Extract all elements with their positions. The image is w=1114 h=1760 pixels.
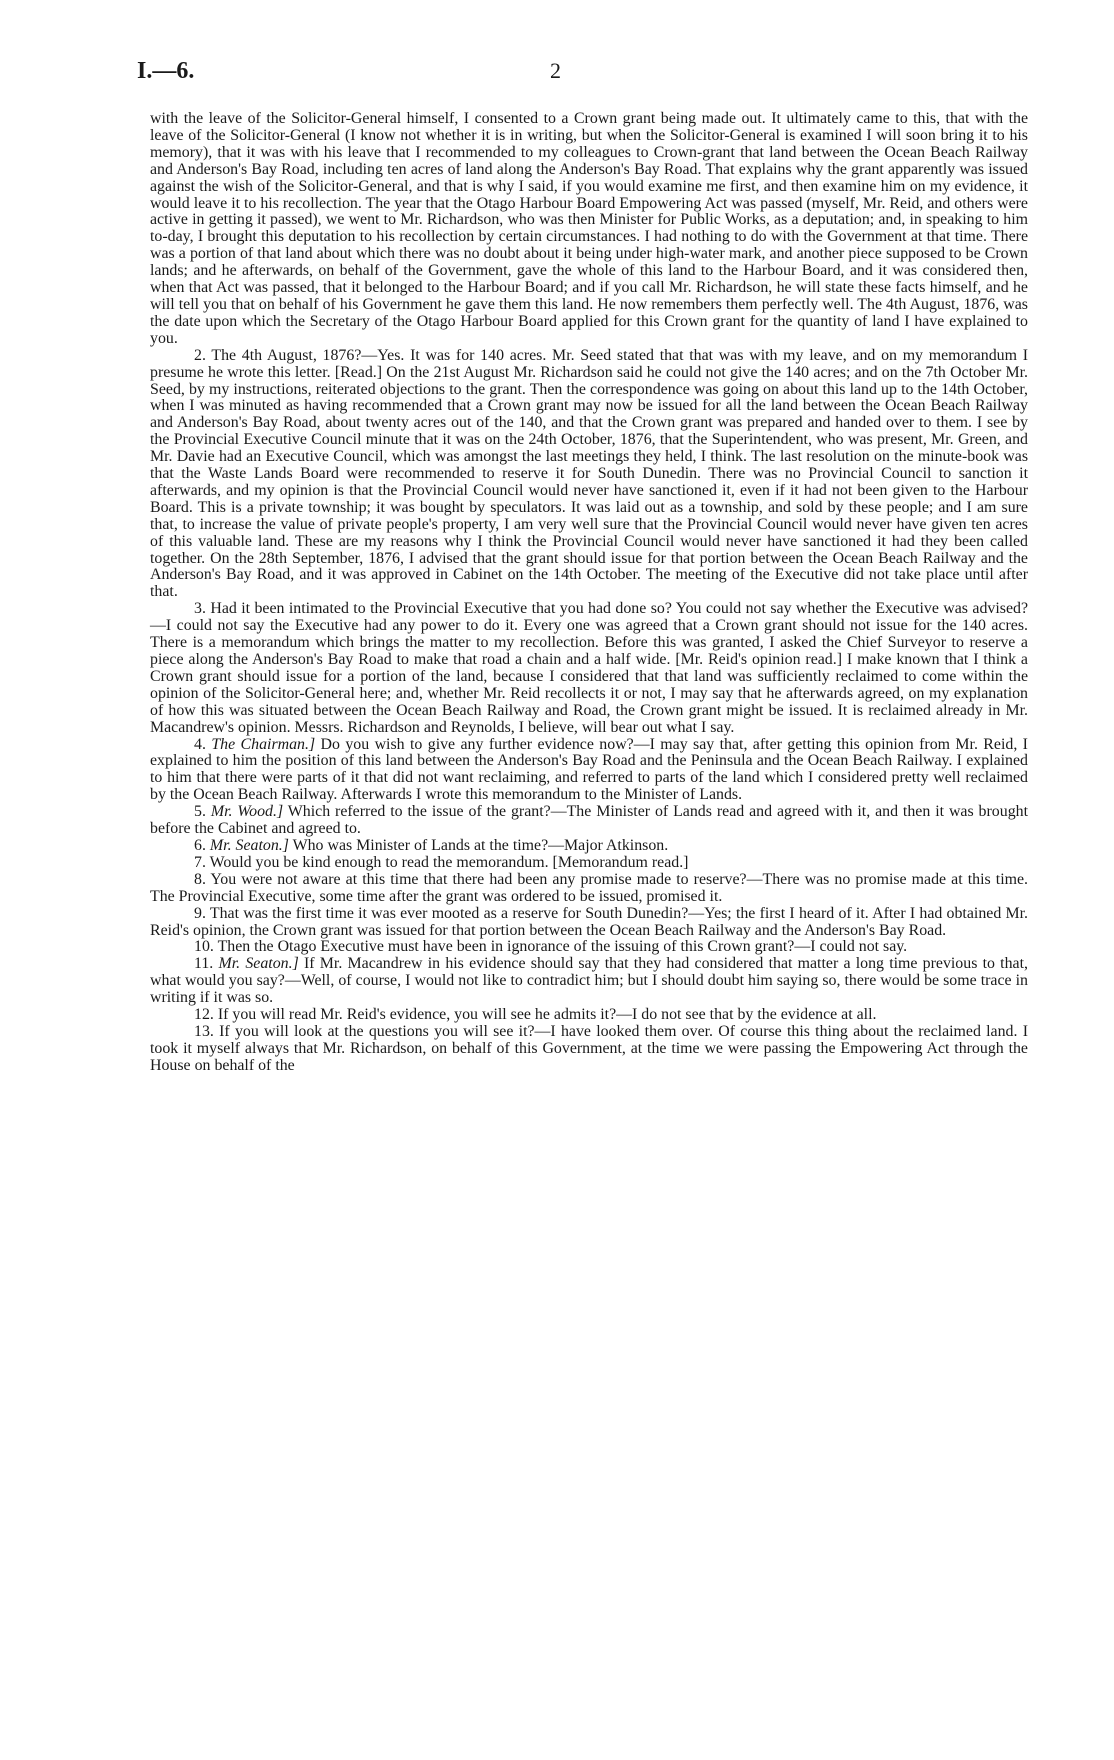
paragraph-continuation (150, 111, 1028, 348)
question-7 (150, 855, 1028, 872)
question-text: Would you be kind enough to read the memorandum. [Memorandum read.] (209, 853, 689, 871)
question-text: Do you wish to give any further evidence now?—I may say that, after getting this opinion from Mr. Reid, I explained to him the position of this land between the Anderson's Bay Road and the Peninsula and the Ocean Beach Railway. I explained to him that there were parts of it that did not want reclaiming, and referred to parts of the land which I considered pretty well reclaimed by the Ocean Beach Railway. Afterwards I wrote this memorandum to the Minister of Lands. (150, 735, 1028, 804)
question-8 (150, 872, 1028, 906)
speaker-name: Mr. Wood.] (210, 803, 284, 821)
question-number: 6. (194, 836, 206, 854)
question-2 (150, 348, 1028, 602)
question-number: 11. (194, 955, 214, 973)
question-number: 8. (194, 870, 206, 888)
question-number: 13. (194, 1022, 214, 1040)
question-number: 3. (194, 600, 206, 618)
question-text: If you will read Mr. Reid's evidence, you will see he admits it?—I do not see that by the evidence at all. (217, 1006, 877, 1024)
question-10 (150, 939, 1028, 956)
question-text: Who was Minister of Lands at the time?—Major Atkinson. (292, 836, 669, 854)
question-number: 2. (194, 346, 206, 364)
question-12 (150, 1007, 1028, 1024)
question-11 (150, 956, 1028, 1007)
question-6 (150, 838, 1028, 855)
question-number: 9. (194, 904, 206, 922)
question-number: 4. (194, 735, 206, 753)
question-text: If Mr. Macandrew in his evidence should say that they had considered that matter a long time previous to that, what would you say?—Well, of course, I would not like to contradict him; but I should doubt him saying so, there would be some trace in writing if it was so. (150, 955, 1028, 1007)
question-text: That was the first time it was ever mooted as a reserve for South Dunedin?—Yes; the first I heard of it. After I had obtained Mr. Reid's opinion, the Crown grant was issued for that portion between the Ocean Beach Railway and the Anderson's Bay Road. (150, 904, 1029, 939)
question-number: 7. (194, 853, 206, 871)
question-4 (150, 737, 1028, 805)
question-text: Then the Otago Executive must have been in ignorance of the issuing of this Crown grant?—I could not say. (217, 938, 908, 956)
speaker-name: Mr. Seaton.] (209, 836, 289, 854)
question-9 (150, 906, 1028, 940)
question-text: Had it been intimated to the Provincial Executive that you had done so? You could not say whether the Executive was advised?—I could not say the Executive had any power to do it. Every one was agreed that a Crown grant should not issue for the 140 acres. There is a memorandum which brings the matter to my recollection. Before this was granted, I asked the Chief Surveyor to reserve a piece along the Anderson's Bay Road to make that road a chain and a half wide. [Mr. Reid's opinion read.] I make known that I think a Crown grant should issue for a portion of the land, because I considered that that land was sufficiently reclaimed to come within the opinion of the Solicitor-General here; and, whether Mr. Reid recollects it or not, I may say that he afterwards agreed, on my explanation of how this was situated between the Ocean Beach Railway and Road, the Crown grant might be issued. It is reclaimed already in Mr. Macandrew's opinion. Messrs. Richardson and Reynolds, I believe, will bear out what I say. (150, 600, 1028, 736)
question-number: 12. (194, 1006, 214, 1024)
page-number: 2 (550, 58, 561, 83)
question-text: If you will look at the questions you will see it?—I have looked them over. Of course this thing about the reclaimed land. I took it myself always that Mr. Richardson, on behalf of this Government, at the time we were passing the Empowering Act through the House on behalf of the (150, 1022, 1029, 1074)
question-number: 10. (194, 938, 214, 956)
question-3 (150, 601, 1028, 736)
answer-text: with the leave of the Solicitor-General himself, I consented to a Crown grant being made out. It ultimately came to this, that with the leave of the Solicitor-General (I know not whether it is in writing, but when the Solicitor-General is examined I will soon bring it to his memory), that it was with his leave that I recommended to my colleagues to Crown-grant that land between the Ocean Beach Railway and Anderson's Bay Road, including ten acres of land along the Anderson's Bay Road. That explains why the grant apparently was issued against the wish of the Solicitor-General, and that is why I said, if you would examine me first, and then examine him on my evidence, it would leave it to his recollection. The year that the Otago Harbour Board Empowering Act was passed (myself, Mr. Reid, and others were active in getting it passed), we went to Mr. Richardson, who was then Minister for Public Works, as a deputation; and, in speaking to him to-day, I brought this deputation to his recollection by certain circumstances. I had nothing to do with the Government at that time. There was a portion of that land about which there was no doubt about it being under high-water mark, and another piece supposed to be Crown lands; and he afterwards, on behalf of the Government, gave the whole of this land to the Harbour Board, and it was considered then, when that Act was passed, that it belonged to the Harbour Board; and if you call Mr. Richardson, he will state these facts himself, and he will tell you that on behalf of his Government he gave them this land. He now remembers them perfectly well. The 4th August, 1876, was the date upon which the Secretary of the Otago Harbour Board applied for this Crown grant for the quantity of land I have explained to you. (150, 110, 1028, 347)
evidence-body (150, 111, 1028, 1075)
question-text: Which referred to the issue of the grant?—The Minister of Lands read and agreed with it, and then it was brought before the Cabinet and agreed to. (150, 803, 1028, 838)
question-text: You were not aware at this time that there had been any promise made to reserve?—There was no promise made at this time. The Provincial Executive, some time after the grant was ordered to be issued, promised it. (150, 870, 1028, 905)
speaker-name: Mr. Seaton.] (218, 955, 299, 973)
question-number: 5. (194, 803, 206, 821)
question-text: The 4th August, 1876?—Yes. It was for 140 acres. Mr. Seed stated that that was with my leave, and on my memorandum I presume he wrote this letter. [Read.] On the 21st August Mr. Richardson said he could not give the 140 acres; and on the 7th October Mr. Seed, by my instructions, reiterated objections to the grant. Then the correspondence was going on about this land up to the 14th October, when I was minuted as having recommended that a Crown grant may now be issued for all the land between the Ocean Beach Railway and Anderson's Bay Road, about twenty acres out of the 140, and that the Crown grant was prepared and handed over to them. I see by the Provincial Executive Council minute that it was on the 24th October, 1876, that the Superintendent, who was present, Mr. Green, and Mr. Davie had an Executive Council, which was amongst the last meetings they held, I think. The last resolution on the minute-book was that the Waste Lands Board were recommended to reserve it for South Dunedin. There was no Provincial Council to sanction it afterwards, and my opinion is that the Provincial Council would never have sanctioned it, even if it had not been given to the Harbour Board. This is a private township; it was bought by speculators. It was laid out as a township, and sold by these people; and I am sure that, to increase the value of private people's property, I am very well sure that the Provincial Council would never have given ten acres of this valuable land. These are my reasons why I think the Provincial Council would never have sanctioned it had they been called together. On the 28th September, 1876, I advised that the grant should issue for that portion between the Ocean Beach Railway and the Anderson's Bay Road, and it was approved in Cabinet on the 14th October. The meeting of the Executive did not take place until after that. (150, 346, 1028, 601)
parliamentary-paper-reference: I.—6. (137, 58, 195, 84)
question-13 (150, 1024, 1028, 1075)
question-5 (150, 804, 1028, 838)
speaker-name: The Chairman.] (211, 735, 316, 753)
